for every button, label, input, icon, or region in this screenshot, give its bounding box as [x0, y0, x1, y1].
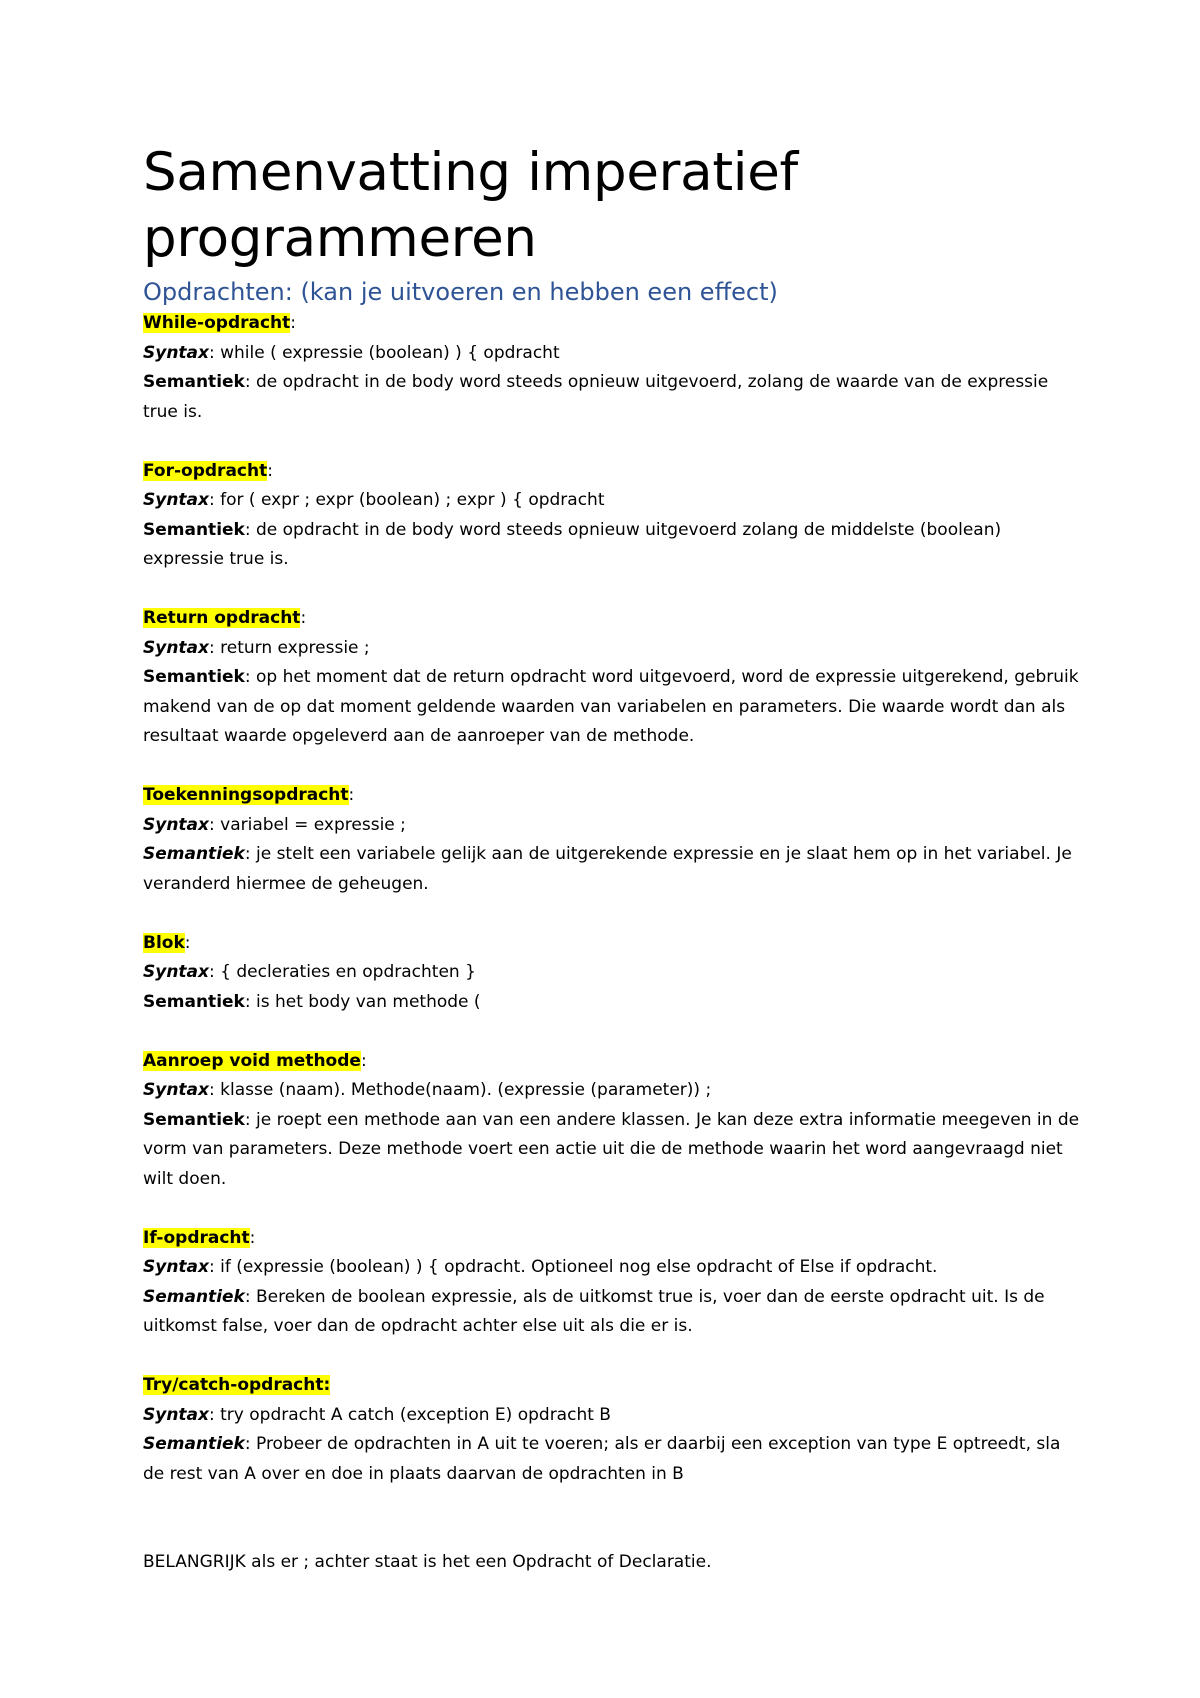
- section: [143, 1371, 1083, 1489]
- section-heading-suffix: :: [360, 1050, 367, 1071]
- section-heading: [143, 1224, 1083, 1254]
- semantics-line: [143, 516, 1083, 575]
- section: [143, 604, 1083, 752]
- syntax-label: Syntax: [143, 342, 209, 363]
- section-heading: [143, 1371, 1083, 1401]
- section-heading-suffix: :: [267, 460, 273, 481]
- section-heading-text: Blok: [143, 932, 185, 953]
- syntax-text: : try opdracht A catch (exception E) opdracht B: [209, 1404, 611, 1425]
- semantics-text: : je stelt een variabele gelijk aan de uitgerekende expressie en je slaat hem op in het variabel. Je veranderd hiermee de geheugen.: [143, 844, 1072, 894]
- document-title: Samenvatting imperatief programmeren: [143, 142, 798, 269]
- semantics-text: : de opdracht in de body word steeds opnieuw uitgevoerd, zolang de waarde van de expressie true is.: [143, 372, 1049, 422]
- section-heading-suffix: :: [348, 785, 355, 805]
- sections-list: [143, 309, 1083, 1489]
- syntax-line: [143, 486, 1083, 516]
- semantics-line: [143, 663, 1083, 752]
- section-heading-text: While-opdracht: [143, 313, 291, 333]
- section-heading-text: Aanroep void methode: [143, 1050, 361, 1071]
- section-heading: [143, 781, 1083, 811]
- syntax-text: : { decleraties en opdrachten }: [209, 962, 476, 982]
- semantics-label: Semantiek: [143, 667, 245, 687]
- syntax-line: [143, 1076, 1083, 1106]
- syntax-label: Syntax: [143, 1080, 209, 1100]
- semantics-label: Semantiek: [143, 844, 245, 864]
- section-heading-text: Toekenningsopdracht: [143, 785, 349, 805]
- syntax-line: [143, 339, 1083, 369]
- document-subtitle: Opdrachten: (kan je uitvoeren en hebben een effect): [143, 278, 778, 306]
- semantics-text: : de opdracht in de body word steeds opnieuw uitgevoerd zolang de middelste (boolean) expressie true is.: [143, 519, 1002, 569]
- section: [143, 781, 1083, 899]
- section-heading-suffix: :: [290, 313, 297, 333]
- syntax-line: [143, 1401, 1083, 1431]
- important-note: BELANGRIJK als er ; achter staat is het een Opdracht of Declaratie.: [143, 1552, 712, 1572]
- section: [143, 1047, 1083, 1195]
- semantics-line: [143, 368, 1083, 427]
- section-heading-suffix: :: [300, 608, 307, 628]
- semantics-text: : Probeer de opdrachten in A uit te voeren; als er daarbij een exception van type E optreedt, sla de rest van A over en doe in plaats daarvan de opdrachten in B: [143, 1434, 1061, 1484]
- syntax-label: Syntax: [143, 1404, 209, 1425]
- semantics-text: : Bereken de boolean expressie, als de uitkomst true is, voer dan de eerste opdracht uit. Is de uitkomst false, voer dan de opdracht achter else uit als die er is.: [143, 1286, 1045, 1336]
- semantics-text: : is het body van methode (: [244, 991, 481, 1012]
- syntax-label: Syntax: [143, 490, 209, 510]
- section-heading-suffix: :: [184, 932, 191, 953]
- syntax-line: [143, 634, 1083, 664]
- section-heading: [143, 604, 1083, 634]
- syntax-line: [143, 1253, 1083, 1283]
- semantics-text: : op het moment dat de return opdracht word uitgevoerd, word de expressie uitgerekend, gebruik makend van de op dat moment geldende waarden van variabelen en parameters. Die waarde wordt dan als resultaat waarde opgeleverd aan de aanroeper van de methode.: [143, 667, 1079, 746]
- section-heading: [143, 1047, 1083, 1077]
- semantics-label: Semantiek: [143, 991, 245, 1012]
- section-heading: [143, 929, 1083, 959]
- section: [143, 457, 1083, 575]
- section-heading-text: If-opdracht: [143, 1227, 250, 1248]
- syntax-label: Syntax: [143, 1257, 209, 1277]
- section-heading: [143, 457, 1083, 487]
- semantics-label: Semantiek: [143, 1286, 245, 1307]
- semantics-label: Semantiek: [143, 1434, 245, 1454]
- syntax-label: Syntax: [143, 962, 209, 982]
- syntax-text: : return expressie ;: [209, 637, 370, 658]
- syntax-text: : while ( expressie (boolean) ) { opdracht: [209, 342, 560, 363]
- syntax-text: : variabel = expressie ;: [209, 814, 406, 835]
- syntax-label: Syntax: [143, 814, 209, 835]
- semantics-line: [143, 1430, 1083, 1489]
- syntax-label: Syntax: [143, 637, 209, 658]
- semantics-line: [143, 1283, 1083, 1342]
- syntax-line: [143, 811, 1083, 841]
- section: [143, 309, 1083, 427]
- semantics-text: : je roept een methode aan van een andere klassen. Je kan deze extra informatie meegeven in de vorm van parameters. Deze methode voert een actie uit die de methode waarin het word aangevraagd niet wilt doen.: [143, 1109, 1080, 1189]
- semantics-line: [143, 1106, 1083, 1195]
- section: [143, 1224, 1083, 1342]
- section-heading-text: Try/catch-opdracht:: [143, 1375, 331, 1395]
- document-content: [143, 140, 1083, 1578]
- section-heading-suffix: :: [249, 1227, 256, 1248]
- syntax-text: : klasse (naam). Methode(naam). (expressie (parameter)) ;: [209, 1080, 712, 1100]
- syntax-text: : for ( expr ; expr (boolean) ; expr ) { opdracht: [209, 490, 605, 510]
- syntax-text: : if (expressie (boolean) ) { opdracht. Optioneel nog else opdracht of Else if opdracht.: [209, 1257, 938, 1277]
- semantics-label: Semantiek: [143, 1109, 245, 1130]
- semantics-line: [143, 840, 1083, 899]
- semantics-label: Semantiek: [143, 519, 245, 540]
- semantics-line: [143, 988, 1083, 1018]
- section-heading: [143, 309, 1083, 339]
- section: [143, 929, 1083, 1018]
- section-heading-text: For-opdracht: [143, 460, 268, 481]
- section-heading-text: Return opdracht: [143, 608, 301, 628]
- syntax-line: [143, 958, 1083, 988]
- semantics-label: Semantiek: [143, 372, 245, 392]
